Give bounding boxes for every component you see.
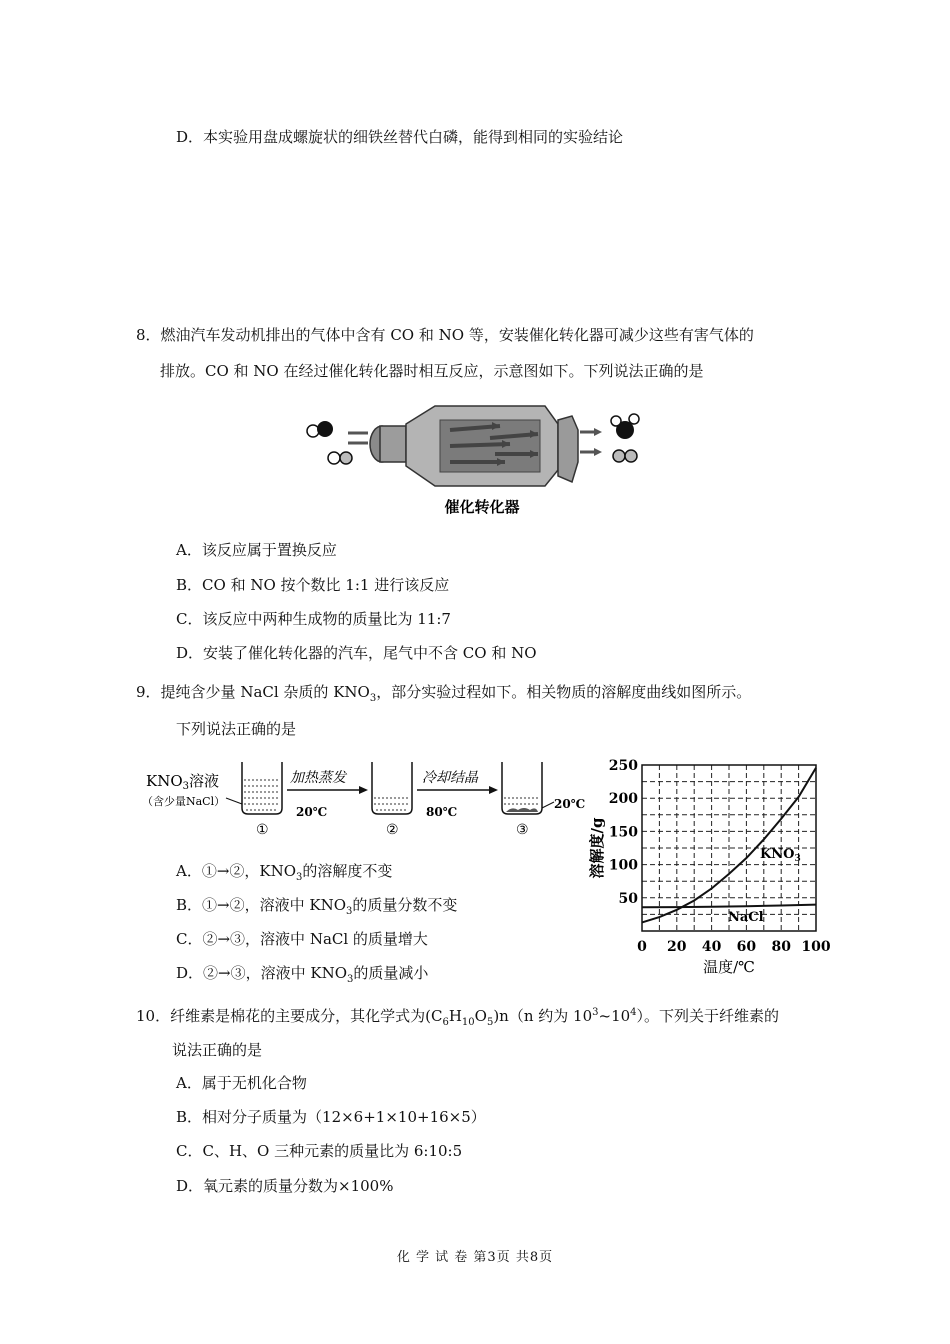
svg-text:20℃: 20℃ — [296, 805, 328, 819]
solubility-chart — [582, 752, 850, 982]
x-tick-label: 60 — [736, 939, 757, 955]
svg-text:加热蒸发: 加热蒸发 — [290, 770, 346, 786]
x-tick-label: 80 — [771, 939, 791, 955]
q9-option-d: D．②→③，溶液中 $KNO_3$的质量减小 — [176, 964, 429, 985]
svg-text:③: ③ — [516, 822, 529, 838]
q10-option-d: D．氧元素的质量分数为×100% — [176, 1177, 394, 1195]
x-axis-label: 温度/℃ — [703, 958, 755, 976]
svg-text:②: ② — [386, 822, 399, 838]
y-tick-label: 100 — [608, 857, 638, 874]
q9-option-c: C．②→③，溶液中 NaCl 的质量增大 — [176, 930, 428, 948]
y-axis-label: 溶解度/g — [588, 817, 606, 879]
beaker-1 — [242, 762, 282, 814]
x-tick-label: 0 — [637, 939, 647, 955]
prev-option-d: D．本实验用盘成螺旋状的细铁丝替代白磷，能得到相同的实验结论 — [176, 128, 624, 146]
legend-nacl: NaCl — [728, 910, 764, 925]
q8-option-d: D．安装了催化转化器的汽车，尾气中不含 CO 和 NO — [176, 644, 537, 662]
svg-text:80℃: 80℃ — [426, 805, 458, 819]
converter-body — [370, 406, 578, 486]
y-tick-label: 50 — [618, 890, 638, 907]
molecule-n2 — [613, 450, 625, 462]
q10-option-b: B．相对分子质量为（12×6+1×10+16×5） — [176, 1108, 486, 1126]
figure-caption: 催化转化器 — [444, 498, 520, 516]
question-8-stem-line2: 排放。CO 和 NO 在经过催化转化器时相互反应，示意图如下。下列说法正确的是 — [160, 362, 704, 380]
process-diagram — [140, 752, 590, 840]
solution-label: $KNO_3$溶液 — [146, 772, 220, 792]
q9-option-b: B．①→②，溶液中 $KNO_3$的质量分数不变 — [176, 896, 458, 917]
q8-option-a: A．该反应属于置换反应 — [176, 541, 337, 559]
q10-option-a: A．属于无机化合物 — [176, 1074, 307, 1092]
question-10-stem-line2: 说法正确的是 — [172, 1041, 263, 1059]
q8-option-b: B．CO 和 NO 按个数比 1:1 进行该反应 — [176, 576, 450, 594]
svg-text:20℃: 20℃ — [554, 797, 586, 811]
q9-option-a: A．①→②，$KNO_3$的溶解度不变 — [176, 862, 393, 883]
page-footer: 化 学 试 卷 第3页 共8页 — [396, 1250, 554, 1265]
svg-text:冷却结晶: 冷却结晶 — [422, 770, 478, 786]
question-10-stem-line1: 10．纤维素是棉花的主要成分，其化学式为$(C_6H_{10}O_5)n(n$ 约为 $10^3\sim 10^4$）。下列关于纤维素的 — [136, 1007, 780, 1028]
legend-kno3: $KNO_3$ — [760, 847, 801, 864]
x-tick-label: 40 — [701, 939, 722, 955]
q8-option-c: C．该反应中两种生成物的质量比为 11:7 — [176, 610, 451, 628]
x-tick-label: 100 — [801, 939, 831, 955]
y-tick-label: 250 — [608, 758, 638, 774]
question-8-stem-line1: 8．燃油汽车发动机排出的气体中含有 CO 和 NO 等，安装催化转化器可减少这些有害气体的 — [136, 326, 754, 344]
question-9-stem-line2: 下列说法正确的是 — [176, 720, 297, 738]
question-9-stem-line1: 9．提纯含少量 NaCl 杂质的 $KNO_3$，部分实验过程如下。相关物质的溶解度曲线如图所示。 — [136, 683, 752, 704]
beaker-3 — [502, 762, 542, 814]
y-tick-label: 150 — [608, 824, 638, 841]
molecule-no — [328, 452, 340, 464]
q10-option-c: C．C、H、O 三种元素的质量比为 6:10:5 — [176, 1142, 463, 1160]
svg-text:①: ① — [256, 822, 269, 838]
molecule-co — [307, 425, 319, 437]
impurity-note: （含少量NaCl） — [142, 795, 226, 808]
catalytic-converter-figure — [300, 400, 650, 525]
x-tick-label: 20 — [667, 939, 687, 955]
y-tick-label: 200 — [608, 791, 638, 808]
beaker-2 — [372, 762, 412, 814]
